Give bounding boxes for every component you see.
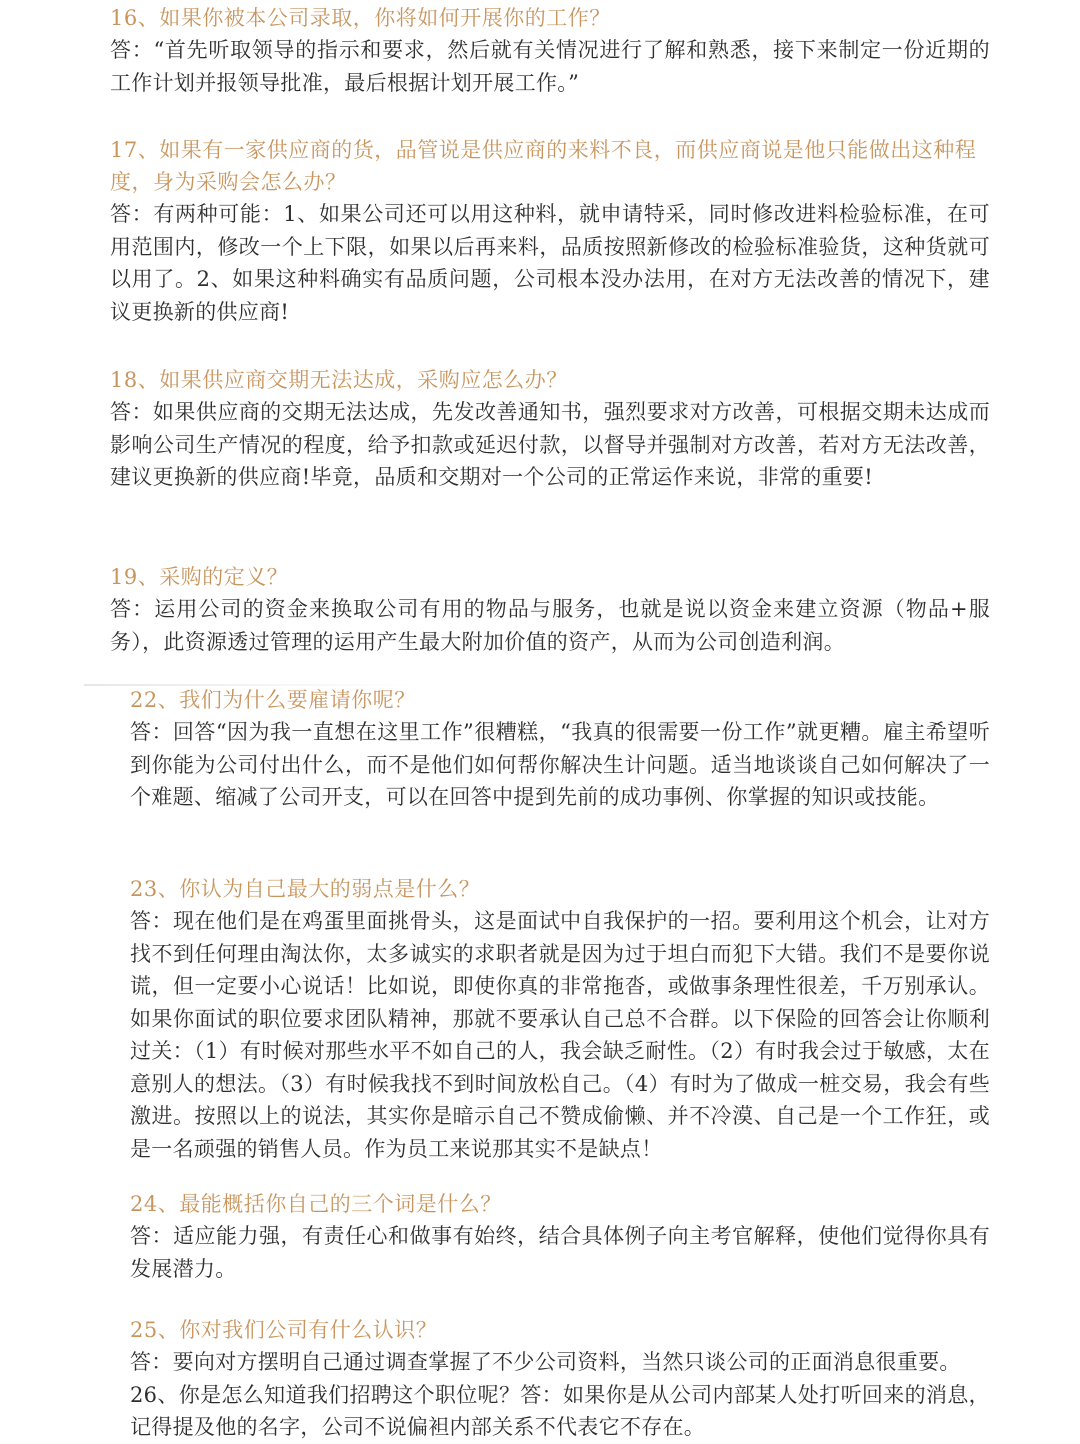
question-17: 17、如果有一家供应商的货，品管说是供应商的来料不良，而供应商说是他只能做出这种程度，身为采购会怎么办？: [110, 138, 977, 194]
answer-24: 答：适应能力强，有责任心和做事有始终，结合具体例子向主考官解释，使他们觉得你具有发展潜力。: [130, 1224, 990, 1281]
qa-item-17: [110, 134, 990, 328]
qa-item-25: [130, 1314, 990, 1444]
qa-item-19: [110, 561, 990, 658]
qa-item-16: [110, 2, 990, 99]
qa-item-24: [130, 1188, 990, 1285]
qa-item-18: [110, 364, 990, 494]
answer-25: 答：要向对方摆明自己通过调查掌握了不少公司资料，当然只谈公司的正面消息很重要。: [130, 1350, 961, 1374]
question-23: 23、你认为自己最大的弱点是什么？: [130, 877, 481, 901]
qa-item-23: [130, 873, 990, 1165]
question-22: 22、我们为什么要雇请你呢？: [130, 688, 416, 712]
question-answer-26: 26、你是怎么知道我们招聘这个职位呢？答：如果你是从公司内部某人处打听回来的消息，记得提及他的名字，公司不说偏袒内部关系不代表它不存在。: [130, 1382, 990, 1439]
answer-17: 答：有两种可能：1、如果公司还可以用这种料，就申请特采，同时修改进料检验标准，在可用范围内，修改一个上下限，如果以后再来料，品质按照新修改的检验标准验货，这种货就可以用了。2、如果这种料确实有品质问题，公司根本没办法用，在对方无法改善的情况下，建议更换新的供应商!: [110, 202, 990, 324]
answer-22: 答：回答“因为我一直想在这里工作”很糟糕，“我真的很需要一份工作”就更糟。雇主希望听到你能为公司付出什么，而不是他们如何帮你解决生计问题。适当地谈谈自己如何解决了一个难题、缩减了公司开支，可以在回答中提到先前的成功事例、你掌握的知识或技能。: [130, 720, 990, 809]
question-16: 16、如果你被本公司录取，你将如何开展你的工作？: [110, 6, 611, 30]
answer-16: 答：“首先听取领导的指示和要求，然后就有关情况进行了解和熟悉，接下来制定一份近期的工作计划并报领导批准，最后根据计划开展工作。”: [110, 38, 990, 95]
answer-19: 答：运用公司的资金来换取公司有用的物品与服务，也就是说以资金来建立资源（物品+服务），此资源透过管理的运用产生最大附加价值的资产，从而为公司创造利润。: [110, 597, 990, 654]
question-24: 24、最能概括你自己的三个词是什么？: [130, 1192, 502, 1216]
answer-18: 答：如果供应商的交期无法达成，先发改善通知书，强烈要求对方改善，可根据交期未达成而影响公司生产情况的程度，给予扣款或延迟付款，以督导并强制对方改善，若对方无法改善，建议更换新的供应商!毕竟，品质和交期对一个公司的正常运作来说，非常的重要!: [110, 400, 990, 489]
qa-item-22: [130, 684, 990, 814]
question-19: 19、采购的定义？: [110, 565, 289, 589]
question-18: 18、如果供应商交期无法达成，采购应怎么办？: [110, 368, 568, 392]
answer-23: 答：现在他们是在鸡蛋里面挑骨头，这是面试中自我保护的一招。要利用这个机会，让对方找不到任何理由淘汰你，太多诚实的求职者就是因为过于坦白而犯下大错。我们不是要你说谎，但一定要小心说话！比如说，即使你真的非常拖沓，或做事条理性很差，千万别承认。如果你面试的职位要求团队精神，那就不要承认自己总不合群。以下保险的回答会让你顺利过关：（1）有时候对那些水平不如自己的人，我会缺乏耐性。（2）有时我会过于敏感，太在意别人的想法。（3）有时候我找不到时间放松自己。（4）有时为了做成一桩交易，我会有些激进。按照以上的说法，其实你是暗示自己不赞成偷懒、并不冷漠、自己是一个工作狂，或是一名顽强的销售人员。作为员工来说那其实不是缺点！: [130, 909, 990, 1161]
question-25: 25、你对我们公司有什么认识？: [130, 1318, 438, 1342]
